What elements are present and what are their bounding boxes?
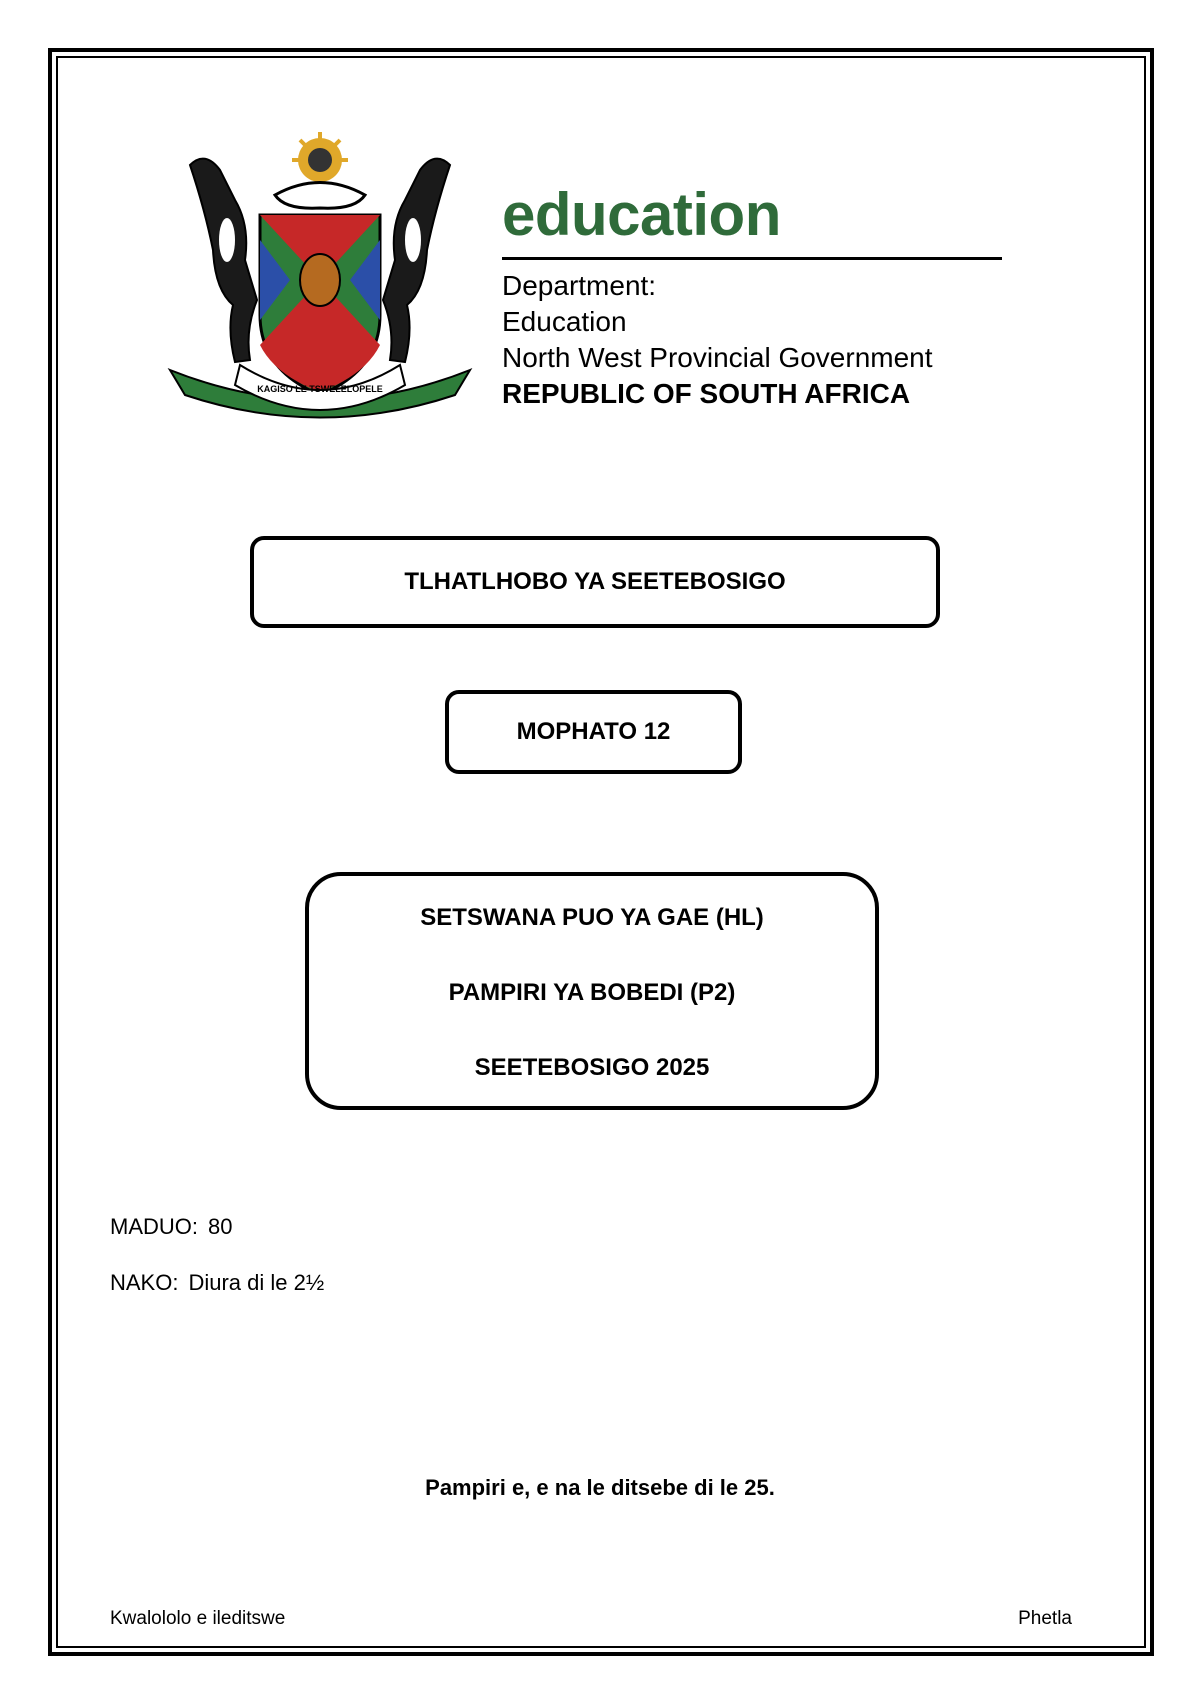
time-value: Diura di le 2½ [188,1270,325,1295]
logo-line-education: Education [502,306,627,337]
paper-label: PAMPIRI YA BOBEDI (P2) [448,979,736,1006]
time-line [110,1270,324,1296]
exam-title-box [250,536,940,628]
pages-note: Pampiri e, e na le ditsebe di le 25. [425,1475,775,1500]
marks-line [110,1214,232,1240]
grade-label: MOPHATO 12 [516,718,671,745]
logo-word: education [502,181,781,248]
subject-box [305,872,879,1110]
footer-left: Kwalololo e ileditswe [110,1608,286,1629]
logo-line-department: Department: [502,270,657,301]
grade-box [445,690,742,774]
session-label: SEETEBOSIGO 2025 [474,1054,710,1081]
marks-label: MADUO: [110,1214,198,1239]
exam-title: TLHATLHOBO YA SEETEBOSIGO [404,568,786,595]
sun-icon [292,132,348,182]
marks-value: 80 [208,1214,233,1239]
logo-line-province: North West Provincial Government [502,342,933,373]
logo-rule [502,257,1002,260]
coat-of-arms-icon [165,130,475,430]
subject-name: SETSWANA PUO YA GAE (HL) [420,904,764,931]
logo-line-country: REPUBLIC OF SOUTH AFRICA [502,378,911,409]
time-label: NAKO: [110,1270,179,1295]
motto-text: KAGISO LE TSWELELOPELE [257,384,383,394]
footer-right: Phetla [1018,1608,1072,1629]
department-logo-text [502,181,1012,412]
